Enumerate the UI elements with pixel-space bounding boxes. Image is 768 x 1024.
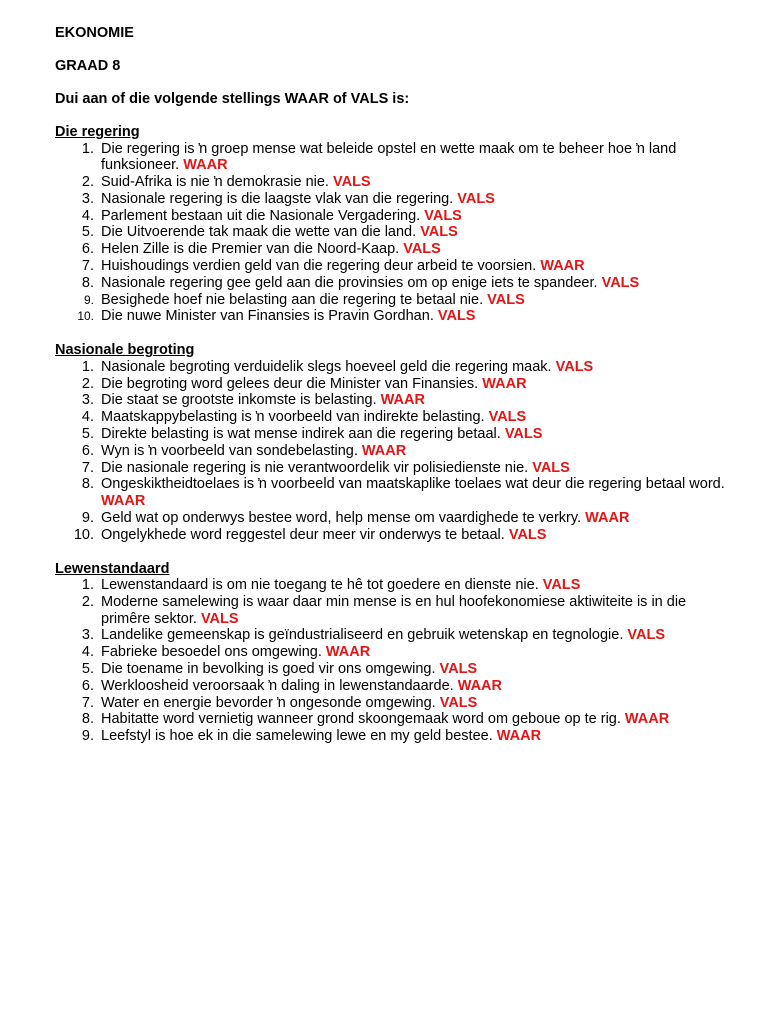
answer-label: WAAR xyxy=(457,677,503,694)
item-number: 5. xyxy=(81,224,94,241)
sections-container xyxy=(55,124,735,745)
statement-text: Suid-Afrika is nie ŉ demokrasie nie. xyxy=(101,174,329,191)
statement-text: Helen Zille is die Premier van die Noord-Kaap. xyxy=(101,241,400,258)
item-number: 3. xyxy=(81,190,94,207)
answer-label: WAAR xyxy=(361,442,407,459)
statement-item xyxy=(55,460,735,477)
statement-item xyxy=(55,208,735,225)
statement-text: Ongelykhede word reggestel deur meer vir onderwys te betaal. xyxy=(101,526,505,543)
grade-heading: GRAAD 8 xyxy=(55,58,121,74)
answer-label: VALS xyxy=(532,459,570,476)
statement-text: Die begroting word gelees deur die Minister van Finansies. xyxy=(101,375,479,392)
statement-item xyxy=(55,376,735,393)
item-number: 6. xyxy=(81,442,94,459)
item-number: 5. xyxy=(81,425,94,442)
statement-text: Ongeskiktheidtoelaes is ŉ voorbeeld van maatskaplike toelaes wat deur die regering betaal word. xyxy=(101,476,725,493)
statement-item xyxy=(55,577,735,594)
section-title: Die regering xyxy=(55,124,140,140)
statement-text: Die toename in bevolking is goed vir ons omgewing. xyxy=(101,661,436,678)
statement-text: Maatskappybelasting is ŉ voorbeeld van indirekte belasting. xyxy=(101,409,485,426)
statement-text: Direkte belasting is wat mense indirek aan die regering betaal. xyxy=(101,425,501,442)
answer-label: WAAR xyxy=(325,644,371,661)
statement-item xyxy=(55,191,735,208)
answer-label: VALS xyxy=(488,409,527,426)
statement-item xyxy=(55,711,735,728)
answer-label: VALS xyxy=(627,627,665,644)
statement-text: Nasionale begroting verduidelik slegs hoeveel geld die regering maak. xyxy=(101,358,552,375)
answer-label: VALS xyxy=(439,661,478,678)
item-number: 8. xyxy=(81,274,94,291)
answer-label: VALS xyxy=(508,526,547,543)
statement-text: Die Uitvoerende tak maak die wette van die land. xyxy=(101,224,417,241)
statement-item xyxy=(55,527,735,544)
statement-item xyxy=(55,644,735,661)
answer-label: WAAR xyxy=(540,258,585,275)
statement-item xyxy=(55,695,735,712)
answer-label: VALS xyxy=(437,308,476,325)
answer-label: VALS xyxy=(420,224,458,241)
statement-item xyxy=(55,141,735,175)
statement-item xyxy=(55,728,735,745)
item-number: 9. xyxy=(81,728,94,745)
statement-list xyxy=(55,359,735,544)
statement-item xyxy=(55,359,735,376)
answer-label: WAAR xyxy=(183,157,228,174)
answer-label: VALS xyxy=(333,174,371,191)
item-number: 2. xyxy=(81,174,94,191)
statement-item xyxy=(55,174,735,191)
statement-text: Die staat se grootste inkomste is belasting. xyxy=(101,392,377,409)
answer-label: WAAR xyxy=(380,392,425,409)
answer-label: WAAR xyxy=(496,728,542,745)
answer-label: VALS xyxy=(439,694,478,711)
section-title: Nasionale begroting xyxy=(55,342,195,359)
statement-text: Landelike gemeenskap is geïndustrialiseerd en gebruik wetenskap en tegnologie. xyxy=(101,627,624,644)
statement-item xyxy=(55,308,735,325)
item-number: 9. xyxy=(83,292,94,307)
statement-text: Water en energie bevorder ŉ ongesonde omgewing. xyxy=(101,694,436,711)
answer-label: VALS xyxy=(403,241,441,258)
statement-item xyxy=(55,241,735,258)
item-number: 7. xyxy=(81,694,94,711)
statement-item xyxy=(55,627,735,644)
statement-text: Moderne samelewing is waar daar min mense is en hul hoofekonomiese aktiwiteite is in die primêre sektor. xyxy=(101,593,687,627)
subject-heading: EKONOMIE xyxy=(55,25,134,41)
statement-item xyxy=(55,409,735,426)
answer-label: WAAR xyxy=(624,711,670,728)
instruction-heading: Dui aan of die volgende stellings WAAR of VALS is: xyxy=(55,91,410,107)
item-number: 7. xyxy=(81,459,94,476)
section xyxy=(55,342,735,543)
item-number: 1. xyxy=(81,577,94,594)
item-number: 3. xyxy=(81,392,94,409)
item-number: 7. xyxy=(81,258,94,275)
statement-item xyxy=(55,426,735,443)
statement-text: Nasionale regering is die laagste vlak van die regering. xyxy=(101,190,454,207)
statement-item xyxy=(55,292,735,309)
statement-item xyxy=(55,275,735,292)
statement-item xyxy=(55,258,735,275)
statement-text: Wyn is ŉ voorbeeld van sondebelasting. xyxy=(101,442,358,459)
item-number: 4. xyxy=(81,644,94,661)
answer-label: VALS xyxy=(424,207,462,224)
item-number: 2. xyxy=(81,593,94,610)
statement-text: Besighede hoef nie belasting aan die regering te betaal nie. xyxy=(101,291,484,308)
statement-text: Die regering is ŉ groep mense wat beleide opstel en wette maak om te beheer hoe ŉ land funksioneer. xyxy=(101,140,677,174)
item-number: 8. xyxy=(81,476,94,493)
item-number: 6. xyxy=(81,241,94,258)
statement-list xyxy=(55,577,735,745)
answer-label: VALS xyxy=(601,274,640,291)
statement-text: Die nuwe Minister van Finansies is Pravin Gordhan. xyxy=(101,308,434,325)
statement-text: Nasionale regering gee geld aan die provinsies om op enige iets te spandeer. xyxy=(101,274,598,291)
item-number: 4. xyxy=(81,409,94,426)
statement-text: Leefstyl is hoe ek in die samelewing lewe en my geld bestee. xyxy=(101,728,493,745)
answer-label: VALS xyxy=(542,577,581,594)
statement-text: Habitatte word vernietig wanneer grond skoongemaak word om geboue op te rig. xyxy=(101,711,621,728)
item-number: 10. xyxy=(73,526,94,543)
section-title: Lewenstandaard xyxy=(55,560,170,577)
section xyxy=(55,561,735,745)
answer-label: WAAR xyxy=(101,493,146,510)
item-number: 10. xyxy=(77,309,94,324)
item-number: 3. xyxy=(81,627,94,644)
answer-label: VALS xyxy=(555,358,594,375)
statement-list xyxy=(55,141,735,326)
statement-item xyxy=(55,392,735,409)
item-number: 8. xyxy=(81,711,94,728)
statement-item xyxy=(55,224,735,241)
answer-label: VALS xyxy=(487,291,525,308)
statement-text: Werkloosheid veroorsaak ŉ daling in lewenstandaarde. xyxy=(101,677,454,694)
item-number: 1. xyxy=(81,358,94,375)
statement-item xyxy=(55,678,735,695)
worksheet-page xyxy=(55,25,735,745)
item-number: 9. xyxy=(81,509,94,526)
item-number: 4. xyxy=(81,207,94,224)
statement-text: Geld wat op onderwys bestee word, help mense om vaardighede te verkry. xyxy=(101,509,582,526)
section xyxy=(55,124,735,325)
statement-item xyxy=(55,594,735,628)
answer-label: VALS xyxy=(504,425,543,442)
item-number: 6. xyxy=(81,677,94,694)
statement-text: Huishoudings verdien geld van die regering deur arbeid te voorsien. xyxy=(101,258,537,275)
item-number: 5. xyxy=(81,661,94,678)
statement-text: Lewenstandaard is om nie toegang te hê tot goedere en dienste nie. xyxy=(101,577,539,594)
statement-text: Parlement bestaan uit die Nasionale Vergadering. xyxy=(101,207,421,224)
statement-item xyxy=(55,510,735,527)
item-number: 1. xyxy=(81,140,94,157)
statement-text: Die nasionale regering is nie verantwoordelik vir polisiedienste nie. xyxy=(101,459,529,476)
statement-text: Fabrieke besoedel ons omgewing. xyxy=(101,644,322,661)
answer-label: WAAR xyxy=(482,375,527,392)
answer-label: VALS xyxy=(200,610,239,627)
answer-label: WAAR xyxy=(585,509,630,526)
statement-item xyxy=(55,443,735,460)
statement-item xyxy=(55,661,735,678)
statement-item xyxy=(55,476,735,510)
item-number: 2. xyxy=(81,375,94,392)
answer-label: VALS xyxy=(457,190,495,207)
